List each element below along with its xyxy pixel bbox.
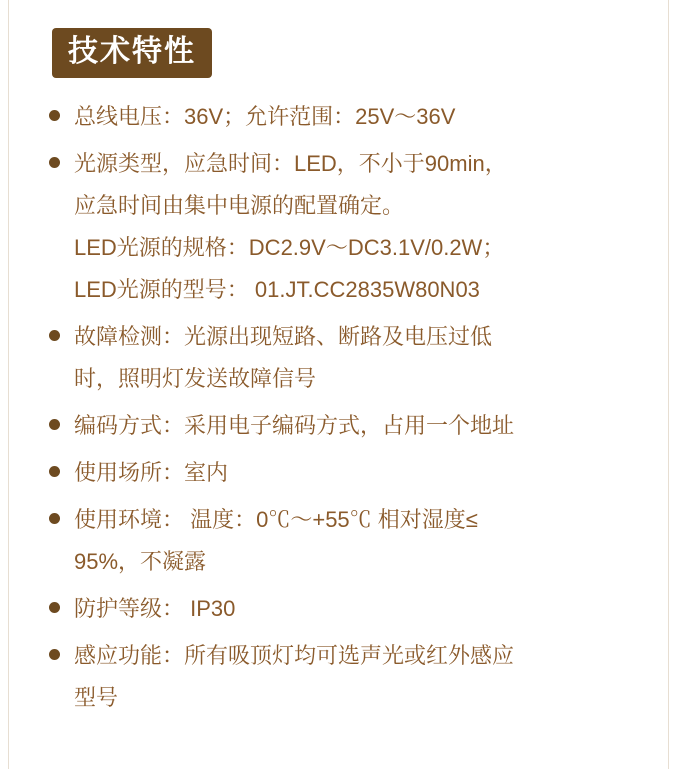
list-item (46, 452, 647, 494)
list-item-line: 故障检测：光源出现短路、断路及电压过低 (74, 324, 493, 349)
list-item (46, 143, 647, 311)
bullet-icon (49, 649, 60, 660)
list-item-line: 使用环境： 温度：0℃～+55℃ 相对湿度≤ (74, 507, 478, 532)
bullet-icon (49, 602, 60, 613)
bullet-icon (49, 157, 60, 168)
bullet-icon (49, 466, 60, 477)
list-item-line: 防护等级： IP30 (74, 596, 236, 621)
list-item-line: 光源类型，应急时间：LED，不小于90min， (74, 151, 507, 176)
list-item-line: 时，照明灯发送故障信号 (74, 366, 317, 391)
left-frame-line (8, 0, 9, 769)
list-item (46, 405, 647, 447)
list-item (46, 499, 647, 583)
page-title-badge: 技术特性 (52, 28, 212, 78)
list-item-line: 型号 (74, 685, 119, 710)
list-item-line: 总线电压：36V；允许范围：25V～36V (74, 104, 456, 129)
bullet-icon (49, 110, 60, 121)
bullet-icon (49, 419, 60, 430)
page-title (52, 28, 212, 78)
list-item (46, 588, 647, 630)
bullet-icon (49, 513, 60, 524)
list-item-line: 应急时间由集中电源的配置确定。 (74, 193, 405, 218)
list-item-line: 感应功能：所有吸顶灯均可选声光或红外感应 (74, 643, 515, 668)
list-item (46, 635, 647, 719)
list-item-line: LED光源的规格：DC2.9V～DC3.1V/0.2W； (74, 235, 505, 260)
bullet-icon (49, 330, 60, 341)
list-item (46, 96, 647, 138)
list-item-line: 编码方式：采用电子编码方式，占用一个地址 (74, 413, 515, 438)
list-item-line: LED光源的型号： 01.JT.CC2835W80N03 (74, 277, 480, 302)
list-item-line: 使用场所：室内 (74, 460, 229, 485)
right-frame-line (668, 0, 669, 769)
spec-list (46, 96, 647, 724)
list-item-line: 95%，不凝露 (74, 549, 207, 574)
list-item (46, 316, 647, 400)
